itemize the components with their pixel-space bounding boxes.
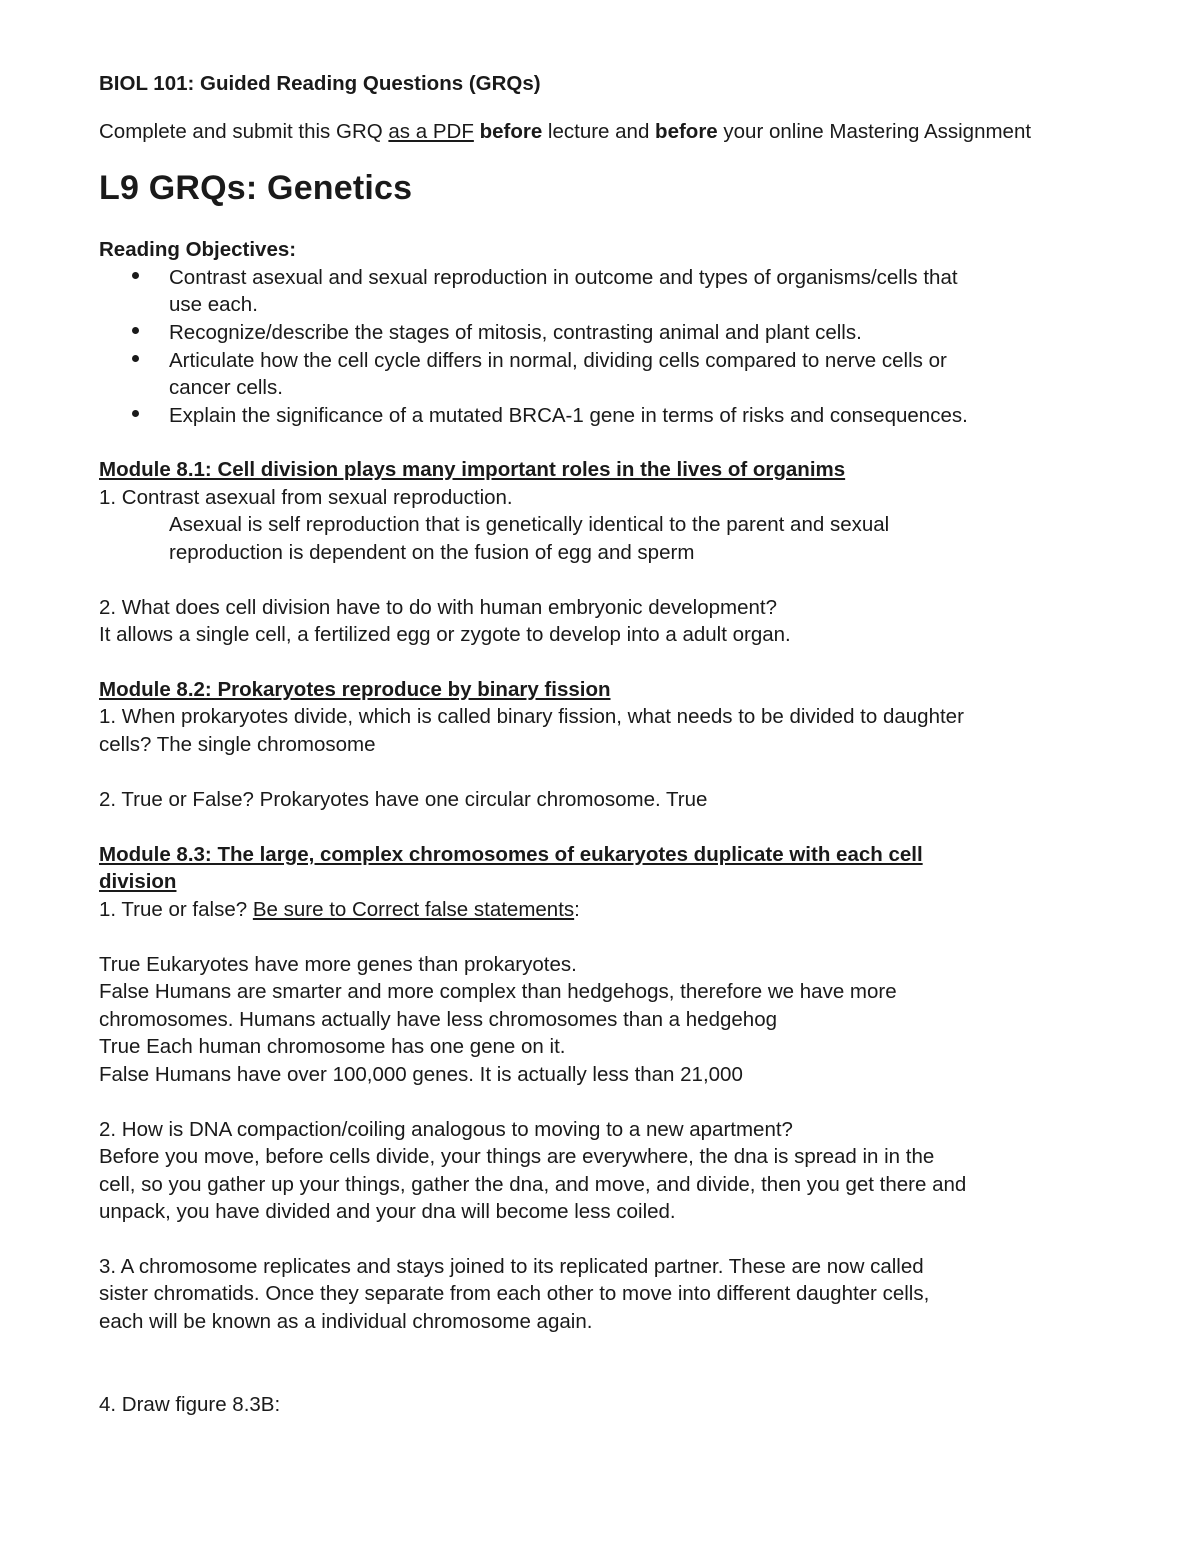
module-8-3-answer-2-line3: unpack, you have divided and your dna will become less coiled. <box>99 1200 676 1223</box>
module-8-3-question-4: 4. Draw figure 8.3B: <box>99 1393 281 1416</box>
objective-item-2: Recognize/describe the stages of mitosis, contrasting animal and plant cells. <box>169 321 862 344</box>
objective-item-3-line2: cancer cells. <box>169 376 283 399</box>
submission-instruction: Complete and submit this GRQ as a PDF before lecture and before your online Mastering Assignment <box>99 120 1032 143</box>
correct-false-statements-underlined: Be sure to Correct false statements <box>252 898 575 921</box>
module-8-3-answer-2-line1: Before you move, before cells divide, your things are everywhere, the dna is spread in in the <box>99 1145 935 1168</box>
statement-4: False Humans have over 100,000 genes. It is actually less than 21,000 <box>99 1063 743 1086</box>
bullet-icon <box>132 272 139 279</box>
module-8-3-question-1: 1. True or false? Be sure to Correct false statements: <box>99 898 580 921</box>
module-8-1-answer-1-line2: reproduction is dependent on the fusion of egg and sperm <box>169 541 695 564</box>
statement-2-line2: chromosomes. Humans actually have less chromosomes than a hedgehog <box>99 1008 777 1031</box>
bullet-icon <box>132 355 139 362</box>
module-8-3-question-2: 2. How is DNA compaction/coiling analogous to moving to a new apartment? <box>99 1118 793 1141</box>
objective-item-4: Explain the significance of a mutated BRCA-1 gene in terms of risks and consequences. <box>169 404 968 427</box>
objective-item-1-line1: Contrast asexual and sexual reproduction in outcome and types of organisms/cells that <box>169 266 958 289</box>
course-title: BIOL 101: Guided Reading Questions (GRQs) <box>99 72 541 95</box>
module-8-2-heading: Module 8.2: Prokaryotes reproduce by binary fission <box>99 678 611 701</box>
module-8-3-question-3-line2: sister chromatids. Once they separate from each other to move into different daughter cells, <box>99 1282 930 1305</box>
module-8-3-question-3-line3: each will be known as a individual chromosome again. <box>99 1310 593 1333</box>
statement-2-line1: False Humans are smarter and more complex than hedgehogs, therefore we have more <box>99 980 897 1003</box>
objectives-heading: Reading Objectives: <box>99 238 297 261</box>
module-8-3-heading-line2: division <box>99 870 177 893</box>
module-8-3-question-3-line1: 3. A chromosome replicates and stays joined to its replicated partner. These are now called <box>99 1255 924 1278</box>
page-title: L9 GRQs: Genetics <box>99 169 413 207</box>
statement-3: True Each human chromosome has one gene on it. <box>99 1035 566 1058</box>
module-8-1-heading: Module 8.1: Cell division plays many important roles in the lives of organims <box>99 458 846 481</box>
module-8-2-question-1-line1: 1. When prokaryotes divide, which is called binary fission, what needs to be divided to daughter <box>99 705 964 728</box>
module-8-1-question-1: 1. Contrast asexual from sexual reproduction. <box>99 486 513 509</box>
instruction-part1: Complete and submit this GRQ <box>99 120 389 143</box>
module-8-1-question-2: 2. What does cell division have to do with human embryonic development? <box>99 596 778 619</box>
objective-item-1-line2: use each. <box>169 293 258 316</box>
module-8-3-heading-line1: Module 8.3: The large, complex chromosomes of eukaryotes duplicate with each cell <box>99 843 923 866</box>
module-8-2-question-2: 2. True or False? Prokaryotes have one circular chromosome. True <box>99 788 708 811</box>
module-8-1-answer-1-line1: Asexual is self reproduction that is genetically identical to the parent and sexual <box>169 513 890 536</box>
module-8-2-question-1-line2: cells? The single chromosome <box>99 733 376 756</box>
instruction-pdf-underlined: as a PDF <box>388 120 474 143</box>
bullet-icon <box>132 327 139 334</box>
module-8-3-answer-2-line2: cell, so you gather up your things, gather the dna, and move, and divide, then you get there and <box>99 1173 967 1196</box>
statement-1: True Eukaryotes have more genes than prokaryotes. <box>99 953 577 976</box>
objective-item-3-line1: Articulate how the cell cycle differs in normal, dividing cells compared to nerve cells or <box>169 349 947 372</box>
instruction-before-bold-2: before <box>655 120 718 143</box>
instruction-before-bold-1: before <box>479 120 543 143</box>
module-8-1-answer-2: It allows a single cell, a fertilized egg or zygote to develop into a adult organ. <box>99 623 791 646</box>
bullet-icon <box>132 410 139 417</box>
